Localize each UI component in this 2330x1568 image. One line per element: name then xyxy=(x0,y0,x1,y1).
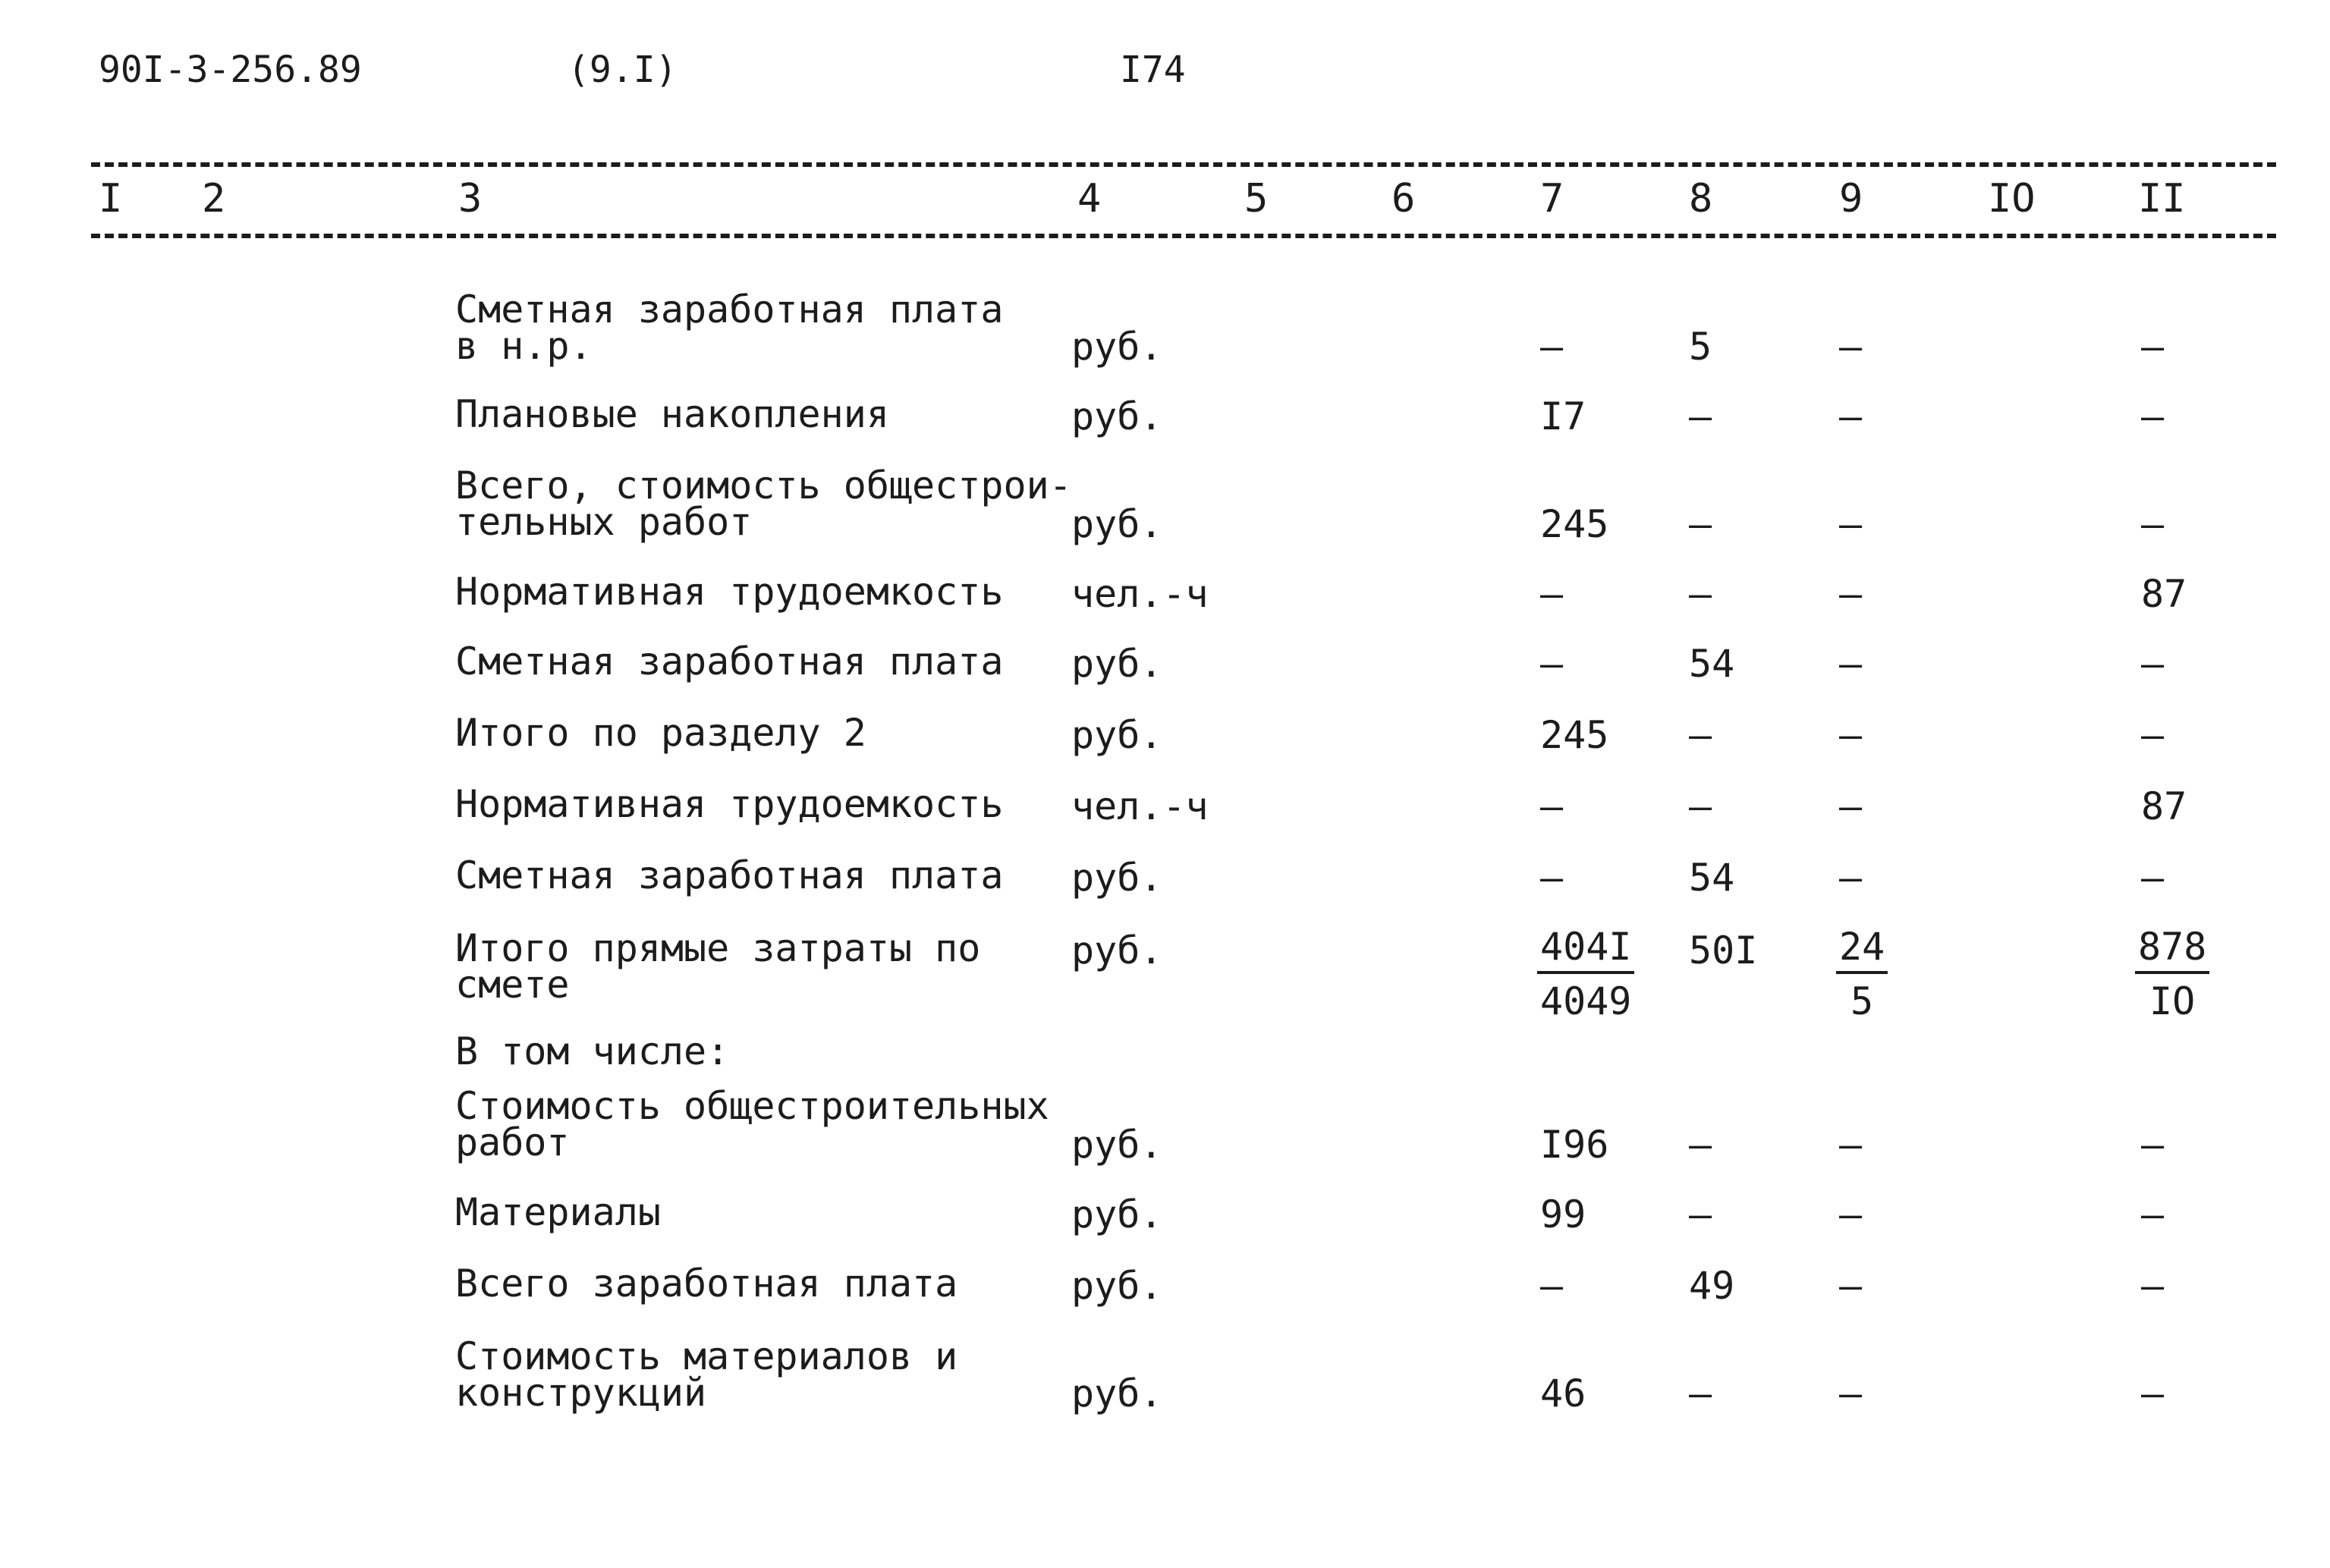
row-label: Сметная заработная плата xyxy=(455,639,1004,683)
cell-col-8: – xyxy=(1689,713,1712,757)
page-number: I74 xyxy=(1120,49,1186,91)
row-label: Стоимость общестроительных xyxy=(455,1084,1049,1128)
row-unit: руб. xyxy=(1071,713,1163,757)
cell-col-11: 87 xyxy=(2141,572,2187,616)
cell-col-7: 245 xyxy=(1540,713,1609,757)
cell-col-7: – xyxy=(1540,784,1564,828)
cell-col-11: – xyxy=(2141,713,2165,757)
row-unit: чел.-ч xyxy=(1071,784,1209,828)
fraction-numerator: 878 xyxy=(2135,925,2209,974)
column-header-2: 2 xyxy=(202,176,226,222)
row-label: Сметная заработная плата xyxy=(455,853,1004,897)
document-code: 90I-3-256.89 xyxy=(99,49,362,91)
cell-col-11-fraction xyxy=(2135,925,2209,1023)
row-unit: руб. xyxy=(1071,1123,1163,1167)
cell-col-11: – xyxy=(2141,642,2165,686)
cell-col-11: – xyxy=(2141,394,2165,438)
row-label: Сметная заработная плата xyxy=(455,288,1004,332)
column-header-10: IO xyxy=(1988,176,2036,222)
cell-col-9-fraction xyxy=(1836,925,1888,1023)
column-header-8: 8 xyxy=(1689,176,1713,222)
row-label-continued: конструкций xyxy=(455,1371,707,1415)
cell-col-8: – xyxy=(1689,784,1712,828)
column-header-7: 7 xyxy=(1540,176,1564,222)
row-label: Материалы xyxy=(455,1190,661,1234)
row-label: Итого прямые затраты по xyxy=(455,926,981,970)
cell-col-8: – xyxy=(1689,502,1712,546)
cell-col-9: – xyxy=(1839,713,1863,757)
column-header-9: 9 xyxy=(1839,176,1863,222)
cell-col-9: – xyxy=(1839,394,1863,438)
row-label: Нормативная трудоемкость xyxy=(455,570,1004,614)
cell-col-9: – xyxy=(1839,784,1863,828)
row-label-continued: смете xyxy=(455,963,570,1007)
cell-col-8: 5 xyxy=(1689,325,1712,369)
cell-col-9: – xyxy=(1839,1192,1863,1236)
cell-col-7: I7 xyxy=(1540,394,1586,438)
row-unit: руб. xyxy=(1071,1192,1163,1236)
cell-col-7: – xyxy=(1540,642,1564,686)
row-unit: руб. xyxy=(1071,642,1163,686)
table-header-rule xyxy=(91,234,2276,238)
column-header-3: 3 xyxy=(458,176,483,222)
cell-col-8: 54 xyxy=(1689,856,1735,900)
cell-col-9: – xyxy=(1839,502,1863,546)
cell-col-8: 50I xyxy=(1689,929,1758,973)
row-label: Итого по разделу 2 xyxy=(455,711,866,755)
row-label: Всего, стоимость общестрои- xyxy=(455,463,1072,507)
cell-col-11: – xyxy=(2141,1192,2165,1236)
cell-col-11: 87 xyxy=(2141,784,2187,828)
cell-col-9: – xyxy=(1839,856,1863,900)
row-unit: руб. xyxy=(1071,1264,1163,1308)
section-number: (9.I) xyxy=(568,49,678,91)
cell-col-9: – xyxy=(1839,642,1863,686)
cell-col-7: – xyxy=(1540,325,1564,369)
fraction-numerator: 404I xyxy=(1537,925,1634,974)
cell-col-9: – xyxy=(1839,325,1863,369)
cell-col-7: 99 xyxy=(1540,1192,1586,1236)
cell-col-8: – xyxy=(1689,1372,1712,1416)
table-top-rule xyxy=(91,162,2276,167)
cell-col-8: 49 xyxy=(1689,1264,1735,1308)
row-unit: руб. xyxy=(1071,929,1163,973)
fraction-denominator: 4049 xyxy=(1540,979,1632,1023)
cell-col-8: – xyxy=(1689,572,1712,616)
row-label-continued: тельных работ xyxy=(455,500,753,544)
cell-col-11: – xyxy=(2141,502,2165,546)
cell-col-7-fraction xyxy=(1537,925,1634,1023)
cell-col-9: – xyxy=(1839,572,1863,616)
row-label: Нормативная трудоемкость xyxy=(455,782,1004,826)
cell-col-9: – xyxy=(1839,1264,1863,1308)
row-label-continued: в н.р. xyxy=(455,324,593,368)
row-unit: руб. xyxy=(1071,394,1163,438)
column-header-4: 4 xyxy=(1077,176,1102,222)
cell-col-7: – xyxy=(1540,1264,1564,1308)
cell-col-11: – xyxy=(2141,325,2165,369)
row-label: Всего заработная плата xyxy=(455,1262,958,1306)
row-label-continued: работ xyxy=(455,1120,570,1164)
row-unit: руб. xyxy=(1071,502,1163,546)
fraction-denominator: 5 xyxy=(1850,979,1874,1023)
cell-col-11: – xyxy=(2141,1264,2165,1308)
row-label: Плановые накопления xyxy=(455,392,889,436)
column-header-5: 5 xyxy=(1244,176,1269,222)
cell-col-9: – xyxy=(1839,1123,1863,1167)
cell-col-11: – xyxy=(2141,1123,2165,1167)
cell-col-8: – xyxy=(1689,394,1712,438)
subheading: В том числе: xyxy=(455,1029,730,1073)
cell-col-8: 54 xyxy=(1689,642,1735,686)
cell-col-8: – xyxy=(1689,1192,1712,1236)
cell-col-8: – xyxy=(1689,1123,1712,1167)
row-unit: руб. xyxy=(1071,856,1163,900)
row-unit: руб. xyxy=(1071,1372,1163,1416)
fraction-numerator: 24 xyxy=(1836,925,1888,974)
fraction-denominator: IO xyxy=(2149,979,2196,1023)
cell-col-11: – xyxy=(2141,856,2165,900)
row-unit: чел.-ч xyxy=(1071,572,1209,616)
cell-col-7: I96 xyxy=(1540,1123,1609,1167)
column-header-6: 6 xyxy=(1391,176,1416,222)
cell-col-7: 46 xyxy=(1540,1372,1586,1416)
row-label: Стоимость материалов и xyxy=(455,1334,958,1378)
cell-col-7: – xyxy=(1540,572,1564,616)
column-header-11: II xyxy=(2138,176,2186,222)
cell-col-7: – xyxy=(1540,856,1564,900)
cell-col-11: – xyxy=(2141,1372,2165,1416)
cell-col-7: 245 xyxy=(1540,502,1609,546)
cell-col-9: – xyxy=(1839,1372,1863,1416)
column-header-1: I xyxy=(99,176,123,222)
row-unit: руб. xyxy=(1071,325,1163,369)
